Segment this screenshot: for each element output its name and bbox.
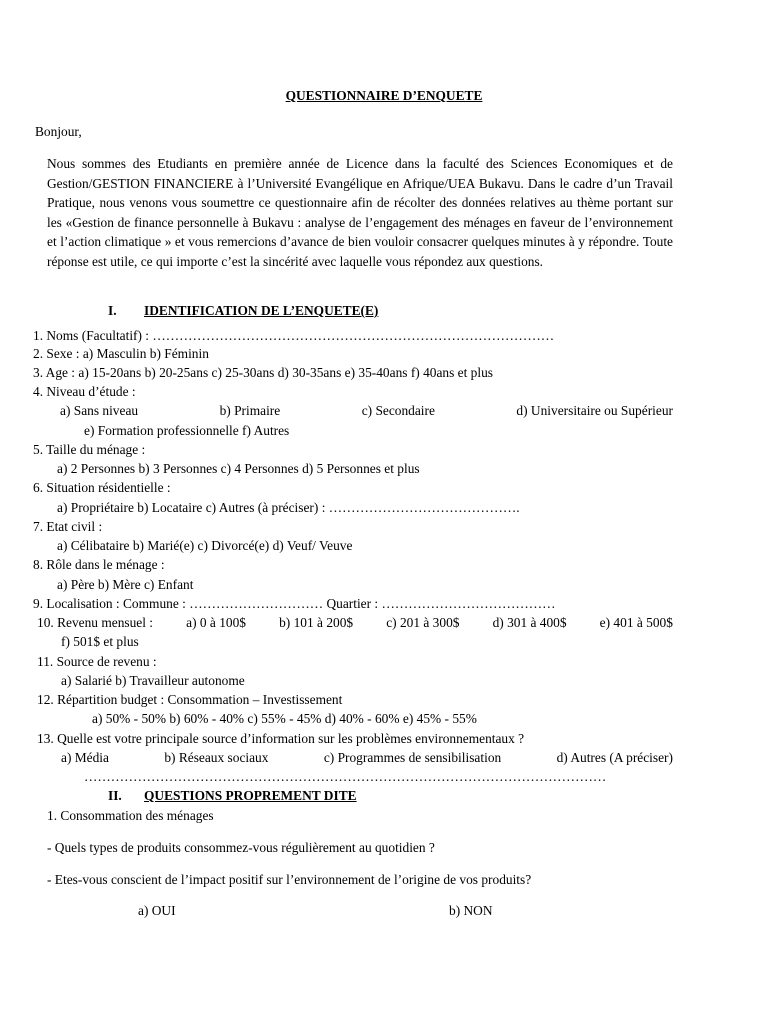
question-6: 6. Situation résidentielle : — [33, 480, 171, 495]
q4-option-a: a) Sans niveau — [60, 403, 139, 418]
question-10-options-line2: f) 501$ et plus — [61, 634, 139, 649]
section-2-number: II. — [108, 788, 122, 803]
q10-option-d: d) 301 à 400$ — [492, 615, 567, 630]
question-5: 5. Taille du ménage : — [33, 442, 146, 457]
section-1-heading — [108, 303, 378, 319]
intro-paragraph: Nous sommes des Etudiants en première année de Licence dans la faculté des Sciences Economiques et de Gestion/GESTION FINANCIERE à l’Université Evangélique en Afrique/UEA Bukavu. Dans le cadre d’un Travail Pratique, nous venons vous soumettre ce questionnaire afin de récolter des données relatives au thème portant sur les «Gestion de finance personnelle à Bukavu : analyse de l’engagement des ménages en faveur de l’environnement et l’action climatique » et vous remercions d’avance de bien vouloir consacrer quelques minutes à y répondre. Toute réponse est utile, ce qui importe c’est la sincérité avec laquelle vous répondez aux questions. — [47, 156, 673, 269]
question-13-options — [61, 750, 673, 766]
question-4-options-line2: e) Formation professionnelle f) Autres — [84, 423, 290, 438]
q4-option-b: b) Primaire — [219, 403, 281, 418]
question-10-label: 10. Revenu mensuel : — [37, 615, 154, 630]
q10-option-e: e) 401 à 500$ — [599, 615, 673, 630]
section-2-question-1: - Quels types de produits consommez-vous régulièrement au quotidien ? — [47, 840, 435, 855]
question-7: 7. Etat civil : — [33, 519, 103, 534]
question-8: 8. Rôle dans le ménage : — [33, 557, 165, 572]
section-1-title: IDENTIFICATION DE L’ENQUETE(E) — [144, 303, 379, 318]
section-1-number: I. — [108, 303, 117, 318]
question-6-options: a) Propriétaire b) Locataire c) Autres (à préciser) : ……………………………………. — [57, 500, 520, 515]
question-11-options: a) Salarié b) Travailleur autonome — [61, 673, 245, 688]
q10-option-c: c) 201 à 300$ — [386, 615, 460, 630]
question-10 — [37, 615, 673, 631]
question-7-options: a) Célibataire b) Marié(e) c) Divorcé(e) d) Veuf/ Veuve — [57, 538, 353, 553]
question-4: 4. Niveau d’étude : — [33, 384, 136, 399]
q10-option-b: b) 101 à 200$ — [279, 615, 354, 630]
question-4-options — [60, 403, 673, 419]
question-1: 1. Noms (Facultatif) : ……………………………………………………………………………… — [33, 328, 555, 343]
q13-option-a: a) Média — [61, 750, 109, 765]
section-2-item-1: 1. Consommation des ménages — [47, 808, 214, 823]
answer-no: b) NON — [449, 903, 493, 918]
q4-option-d: d) Universitaire ou Supérieur — [516, 403, 673, 418]
question-5-options: a) 2 Personnes b) 3 Personnes c) 4 Personnes d) 5 Personnes et plus — [57, 461, 420, 476]
answer-yes: a) OUI — [138, 903, 176, 918]
question-13-options-line2: ……………………………………………………………………………………………………… — [84, 769, 607, 784]
section-2-heading — [108, 788, 357, 804]
greeting: Bonjour, — [35, 124, 82, 139]
q13-option-b: b) Réseaux sociaux — [164, 750, 269, 765]
document-title: QUESTIONNAIRE D’ENQUETE — [285, 88, 483, 103]
section-2-question-2: - Etes-vous conscient de l’impact positif sur l’environnement de l’origine de vos produits? — [47, 872, 532, 887]
q13-option-c: c) Programmes de sensibilisation — [323, 750, 502, 765]
question-11: 11. Source de revenu : — [37, 654, 157, 669]
question-13: 13. Quelle est votre principale source d’information sur les problèmes environnementaux ? — [37, 731, 525, 746]
question-3: 3. Age : a) 15-20ans b) 20-25ans c) 25-30ans d) 30-35ans e) 35-40ans f) 40ans et plus — [33, 365, 494, 380]
question-9: 9. Localisation : Commune : ………………………… Quartier : ………………………………… — [33, 596, 556, 611]
q10-option-a: a) 0 à 100$ — [186, 615, 246, 630]
question-12: 12. Répartition budget : Consommation – Investissement — [37, 692, 343, 707]
section-2-title: QUESTIONS PROPREMENT DITE — [144, 788, 357, 803]
question-8-options: a) Père b) Mère c) Enfant — [57, 577, 194, 592]
q4-option-c: c) Secondaire — [361, 403, 435, 418]
question-12-options: a) 50% - 50% b) 60% - 40% c) 55% - 45% d) 40% - 60% e) 45% - 55% — [92, 711, 477, 726]
q13-option-d: d) Autres (A préciser) — [556, 750, 673, 765]
question-2: 2. Sexe : a) Masculin b) Féminin — [33, 346, 209, 361]
